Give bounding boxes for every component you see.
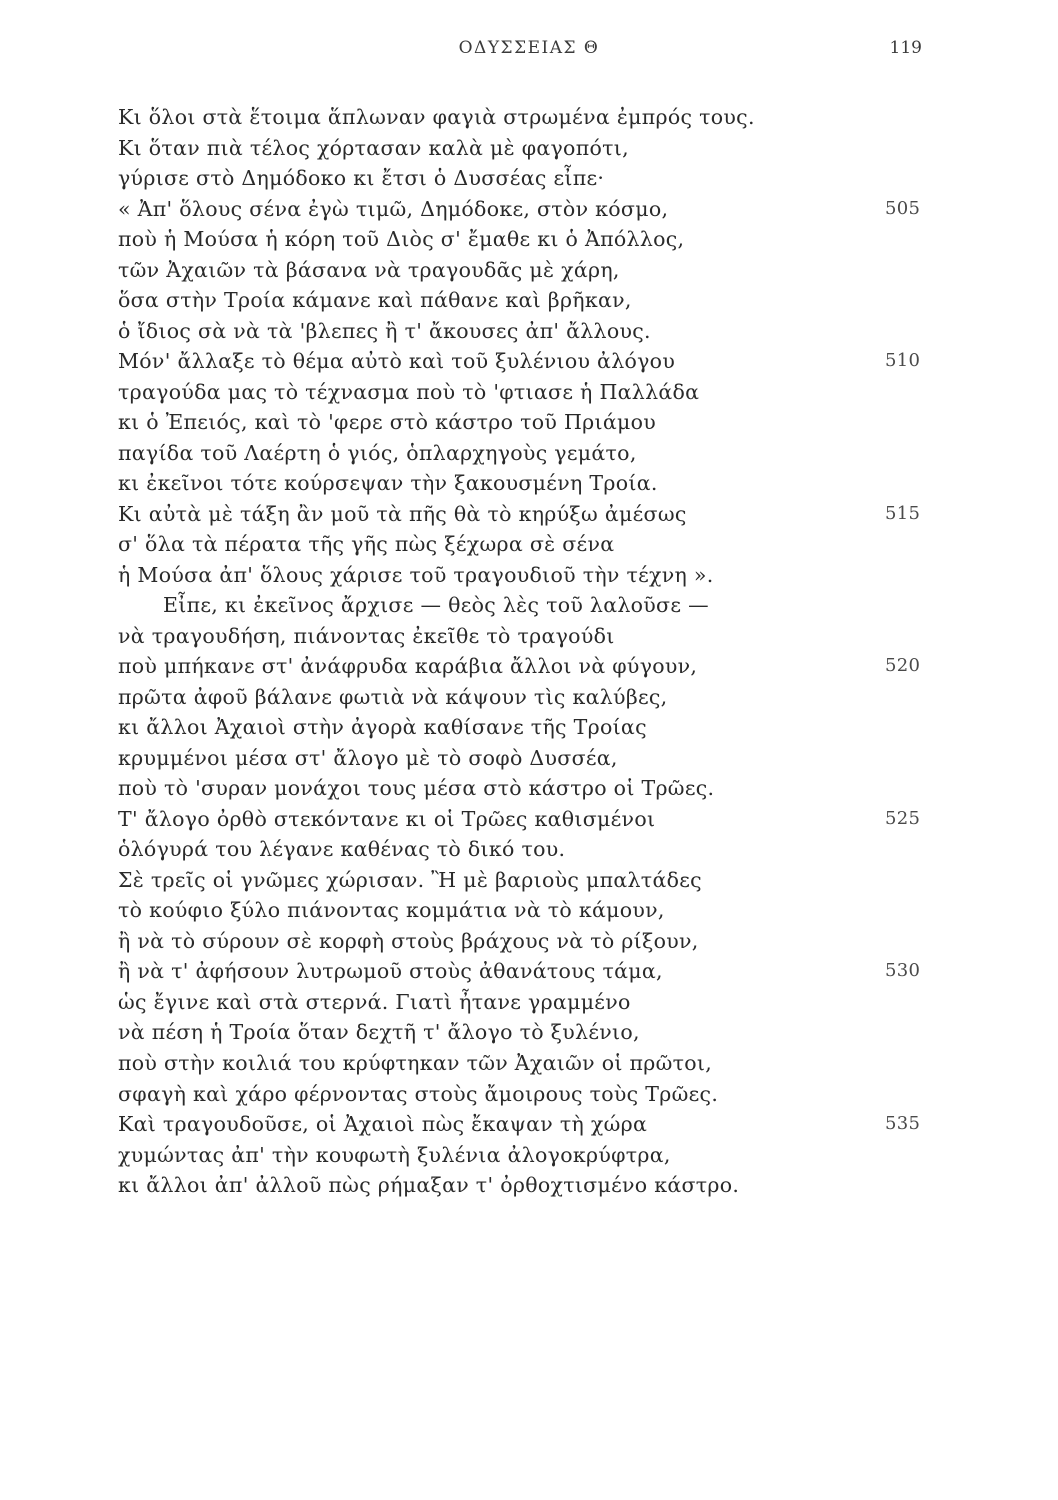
verse-line <box>118 194 938 225</box>
verse-text: Σὲ τρεῖς οἱ γνῶμες χώρισαν. Ἢ μὲ βαριοὺς μπαλτάδες <box>118 867 702 892</box>
verse-line <box>118 1079 938 1110</box>
verse-text: ὁ ἴδιος σὰ νὰ τὰ 'βλεπες ἢ τ' ἄκουσες ἀπ' ἄλλους. <box>118 318 651 343</box>
page-number: 119 <box>889 38 922 58</box>
verse-line <box>118 682 938 713</box>
running-head <box>0 34 1058 58</box>
verse-text: ὅσα στὴν Τροία κάμανε καὶ πάθανε καὶ βρῆκαν, <box>118 288 632 313</box>
verse-text: πρῶτα ἀφοῦ βάλανε φωτιὰ νὰ κάψουν τὶς καλύβες, <box>118 684 668 709</box>
verse-text: κρυμμένοι μέσα στ' ἄλογο μὲ τὸ σοφὸ Δυσσέα, <box>118 745 618 770</box>
verse-line <box>118 377 938 408</box>
verse-line <box>118 316 938 347</box>
verse-text: ποὺ ἡ Μούσα ἡ κόρη τοῦ Διὸς σ' ἔμαθε κι ὁ Ἀπόλλος, <box>118 227 685 252</box>
verse-line <box>118 1140 938 1171</box>
verse-text: νὰ πέση ἡ Τροία ὅταν δεχτῆ τ' ἄλογο τὸ ξυλένιο, <box>118 1020 640 1045</box>
line-number: 535 <box>885 1113 921 1135</box>
verse-text: Εἶπε, κι ἐκεῖνος ἄρχισε — θεὸς λὲς τοῦ λαλοῦσε — <box>163 593 709 618</box>
verse-text: ἢ νὰ τὸ σύρουν σὲ κορφὴ στοὺς βράχους νὰ τὸ ρίξουν, <box>118 928 699 953</box>
verse-line <box>118 651 938 682</box>
verse-line <box>118 1017 938 1048</box>
verse-text: « Ἀπ' ὅλους σένα ἐγὼ τιμῶ, Δημόδοκε, στὸν κόσμο, <box>118 196 669 221</box>
verse-line <box>118 560 938 591</box>
verse-text: Κι ὅλοι στὰ ἕτοιμα ἅπλωναν φαγιὰ στρωμένα ἐμπρός τους. <box>118 105 755 129</box>
line-number: 510 <box>885 350 921 372</box>
verse-text: κι ὁ Ἐπειός, καὶ τὸ 'φερε στὸ κάστρο τοῦ Πριάμου <box>118 410 657 435</box>
verse-line <box>118 133 938 164</box>
verse-text: ὡς ἔγινε καὶ στὰ στερνά. Γιατὶ ἦτανε γραμμένο <box>118 989 631 1014</box>
verse-text: κι ἄλλοι Ἀχαιοὶ στὴν ἀγορὰ καθίσανε τῆς Τροίας <box>118 715 647 740</box>
verse-text: ποὺ στὴν κοιλιά του κρύφτηκαν τῶν Ἀχαιῶν οἱ πρῶτοι, <box>118 1050 713 1075</box>
page-title: ΟΔΥΣΣΕΙΑΣ Θ <box>458 38 600 58</box>
verse-line <box>118 926 938 957</box>
verse-line <box>118 956 938 987</box>
verse-line <box>118 102 938 133</box>
verse-line <box>118 804 938 835</box>
verse-line <box>118 407 938 438</box>
verse-line <box>118 499 938 530</box>
verse-text: παγίδα τοῦ Λαέρτη ὁ γιός, ὁπλαρχηγοὺς γεμάτο, <box>118 440 637 465</box>
verse-text: ἡ Μούσα ἀπ' ὅλους χάρισε τοῦ τραγουδιοῦ τὴν τέχνη ». <box>118 562 714 587</box>
verse-line <box>118 224 938 255</box>
verse-line <box>118 712 938 743</box>
verse-text: Μόν' ἄλλαξε τὸ θέμα αὐτὸ καὶ τοῦ ξυλένιου ἀλόγου <box>118 349 676 374</box>
verse-text: τραγούδα μας τὸ τέχνασμα ποὺ τὸ 'φτιασε ἡ Παλλάδα <box>118 379 700 404</box>
verse-text: νὰ τραγουδήση, πιάνοντας ἐκεῖθε τὸ τραγούδι <box>118 623 615 648</box>
line-number: 520 <box>885 655 921 677</box>
verse-text: ἢ νὰ τ' ἀφήσουν λυτρωμοῦ στοὺς ἀθανάτους τάμα, <box>118 959 663 984</box>
verse-text: χυμώντας ἀπ' τὴν κουφωτὴ ξυλένια ἀλογοκρύφτρα, <box>118 1142 671 1167</box>
verse-line <box>118 1109 938 1140</box>
verse-text: ποὺ μπήκανε στ' ἀνάφρυδα καράβια ἄλλοι νὰ φύγουν, <box>118 654 698 679</box>
verse-line <box>118 621 938 652</box>
verse-text: γύρισε στὸ Δημόδοκο κι ἔτσι ὁ Δυσσέας εἶπε· <box>118 166 605 191</box>
verse-block <box>118 102 938 1201</box>
verse-text: Κι ὅταν πιὰ τέλος χόρτασαν καλὰ μὲ φαγοπότι, <box>118 135 629 160</box>
verse-text: ὁλόγυρά του λέγανε καθένας τὸ δικό του. <box>118 837 566 862</box>
line-number: 530 <box>885 960 921 982</box>
verse-line <box>118 468 938 499</box>
verse-text: κι ἄλλοι ἀπ' ἀλλοῦ πὼς ρήμαξαν τ' ὀρθοχτισμένο κάστρο. <box>118 1173 740 1198</box>
verse-text: σ' ὅλα τὰ πέρατα τῆς γῆς πὼς ξέχωρα σὲ σένα <box>118 532 615 557</box>
verse-line <box>118 285 938 316</box>
verse-text: ποὺ τὸ 'συραν μονάχοι τους μέσα στὸ κάστρο οἱ Τρῶες. <box>118 776 715 801</box>
verse-line <box>118 255 938 286</box>
verse-line <box>118 163 938 194</box>
verse-text: Κι αὐτὰ μὲ τάξη ἂν μοῦ τὰ πῆς θὰ τὸ κηρύξω ἀμέσως <box>118 501 687 526</box>
line-number: 505 <box>885 197 921 219</box>
verse-text: κι ἐκεῖνοι τότε κούρσεψαν τὴν ξακουσμένη Τροία. <box>118 471 658 496</box>
verse-line <box>118 346 938 377</box>
line-number: 515 <box>885 502 921 524</box>
line-number: 525 <box>885 807 921 829</box>
verse-text: Καὶ τραγουδοῦσε, οἱ Ἀχαιοὶ πὼς ἔκαψαν τὴ χώρα <box>118 1112 648 1137</box>
verse-line <box>118 590 938 621</box>
verse-text: Τ' ἄλογο ὀρθὸ στεκόντανε κι οἱ Τρῶες καθισμένοι <box>118 806 656 831</box>
verse-text: σφαγὴ καὶ χάρο φέρνοντας στοὺς ἄμοιρους τοὺς Τρῶες. <box>118 1081 719 1106</box>
verse-line <box>118 987 938 1018</box>
verse-line <box>118 773 938 804</box>
verse-line <box>118 1048 938 1079</box>
verse-line <box>118 834 938 865</box>
verse-line <box>118 438 938 469</box>
verse-text: τῶν Ἀχαιῶν τὰ βάσανα νὰ τραγουδᾶς μὲ χάρη, <box>118 257 620 282</box>
verse-line <box>118 1170 938 1201</box>
verse-line <box>118 865 938 896</box>
verse-line <box>118 743 938 774</box>
verse-line <box>118 529 938 560</box>
verse-text: τὸ κούφιο ξύλο πιάνοντας κομμάτια νὰ τὸ κάμουν, <box>118 898 665 923</box>
verse-line <box>118 895 938 926</box>
